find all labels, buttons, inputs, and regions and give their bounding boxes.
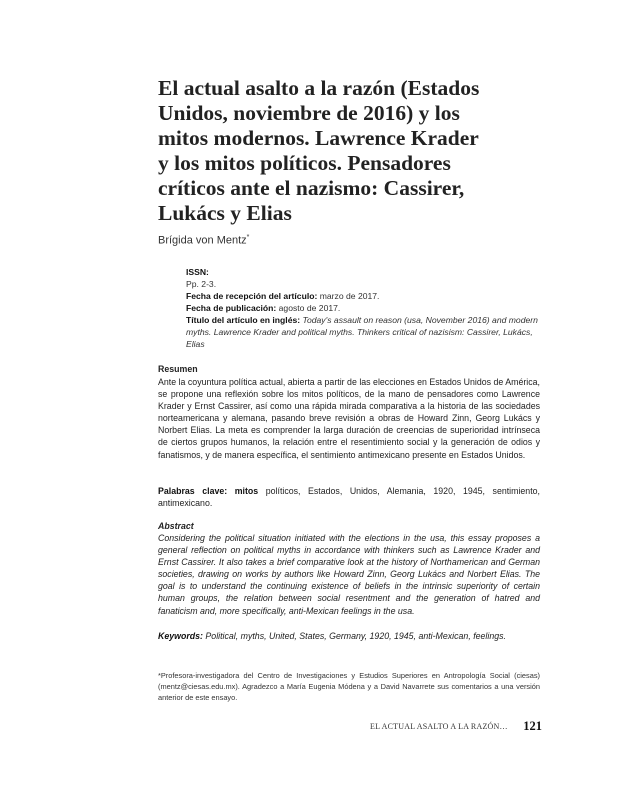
title-line: El actual asalto a la razón (Estados xyxy=(158,76,480,100)
publication-date-label: Fecha de publicación: xyxy=(186,303,277,313)
palabras-clave xyxy=(158,485,540,509)
keywords-value: Political, myths, United, States, Germany, 1920, 1945, anti-Mexican, feelings. xyxy=(202,631,506,641)
issn-label: ISSN: xyxy=(186,267,209,277)
abstract-heading: Abstract xyxy=(158,521,194,531)
author-footnote: *Profesora-investigadora del Centro de Investigaciones y Estudios Superiores en Antropología Social (ciesas) (mentz@ciesas.edu.mx). Agradezco a María Eugenia Módena y a David Navarrete sus comentarios a una versión anterior de este ensayo. xyxy=(158,671,540,702)
resumen-heading: Resumen xyxy=(158,364,198,374)
title-line: Lukács y Elias xyxy=(158,201,292,225)
article-metadata xyxy=(186,266,544,350)
title-line: mitos modernos. Lawrence Krader xyxy=(158,126,479,150)
title-line: Unidos, noviembre de 2016) y los xyxy=(158,101,460,125)
author-footnote-marker: * xyxy=(246,234,250,241)
running-head: EL ACTUAL ASALTO A LA RAZÓN… xyxy=(370,722,508,731)
author-name: Brígida von Mentz xyxy=(158,234,247,247)
author-byline xyxy=(158,234,249,247)
article-title xyxy=(158,76,558,226)
title-line: y los mitos políticos. Pensadores xyxy=(158,151,451,175)
palabras-clave-value: políticos, Estados, Unidos, Alemania, 1920, 1945, sentimiento, antimexicano. xyxy=(158,486,540,509)
publication-date-value: agosto de 2017. xyxy=(276,303,341,313)
reception-date-label: Fecha de recepción del artículo: xyxy=(186,291,318,301)
pages-value: Pp. 2-3. xyxy=(186,279,217,289)
english-title-value: Today's assault on reason (usa, November 2016) and modern myths. Lawrence Krader and political myths. Thinkers critical of nazisism: Cassirer, Lukács, Elias xyxy=(186,315,538,349)
keywords-label: Keywords: xyxy=(158,631,203,641)
title-line: críticos ante el nazismo: Cassirer, xyxy=(158,176,465,200)
keywords xyxy=(158,630,540,642)
palabras-clave-label: Palabras clave: mitos xyxy=(158,486,259,496)
resumen-body: Ante la coyuntura política actual, abierta a partir de las elecciones en Estados Unidos de América, se propone una reflexión sobre los mitos políticos, de la mano de pensadores como Lawrence Krader y Ernst Cassirer, así como una rápida mirada comparativa a la historia de las sociedades norteamericana y alemana, pasando breve revisión a obras de Howard Zinn, Georg Lukács y Norbert Elias. La meta es comprender la larga duración de creencias de superioridad intrínseca de ciertos grupos humanos, la relación entre el resentimiento social y la generación de odios y fanatismos, y de manera específica, el sentimiento antimexicano presente en Estados Unidos. xyxy=(158,377,540,460)
english-title-label: Título del artículo en inglés: xyxy=(186,315,301,325)
reception-date-value: marzo de 2017. xyxy=(317,291,380,301)
page-footer xyxy=(370,719,542,733)
abstract-body: Considering the political situation initiated with the elections in the usa, this essay proposes a general reflection on political myths in accordance with thinkers such as Lawrence Krader and Ernst Cassirer. It also takes a brief comparative look at the history of Northamerican and German societies, drawing on works by authors like Howard Zinn, Georg Lukács and Norbert Elias. The goal is to understand the continuing existence of beliefs in the intrinsic superiority of certain human groups, the relation between social resentment and the generation of hatred and fanaticism and, more specifically, anti-Mexican feelings in the usa. xyxy=(158,533,540,616)
page-number: 121 xyxy=(523,719,542,733)
